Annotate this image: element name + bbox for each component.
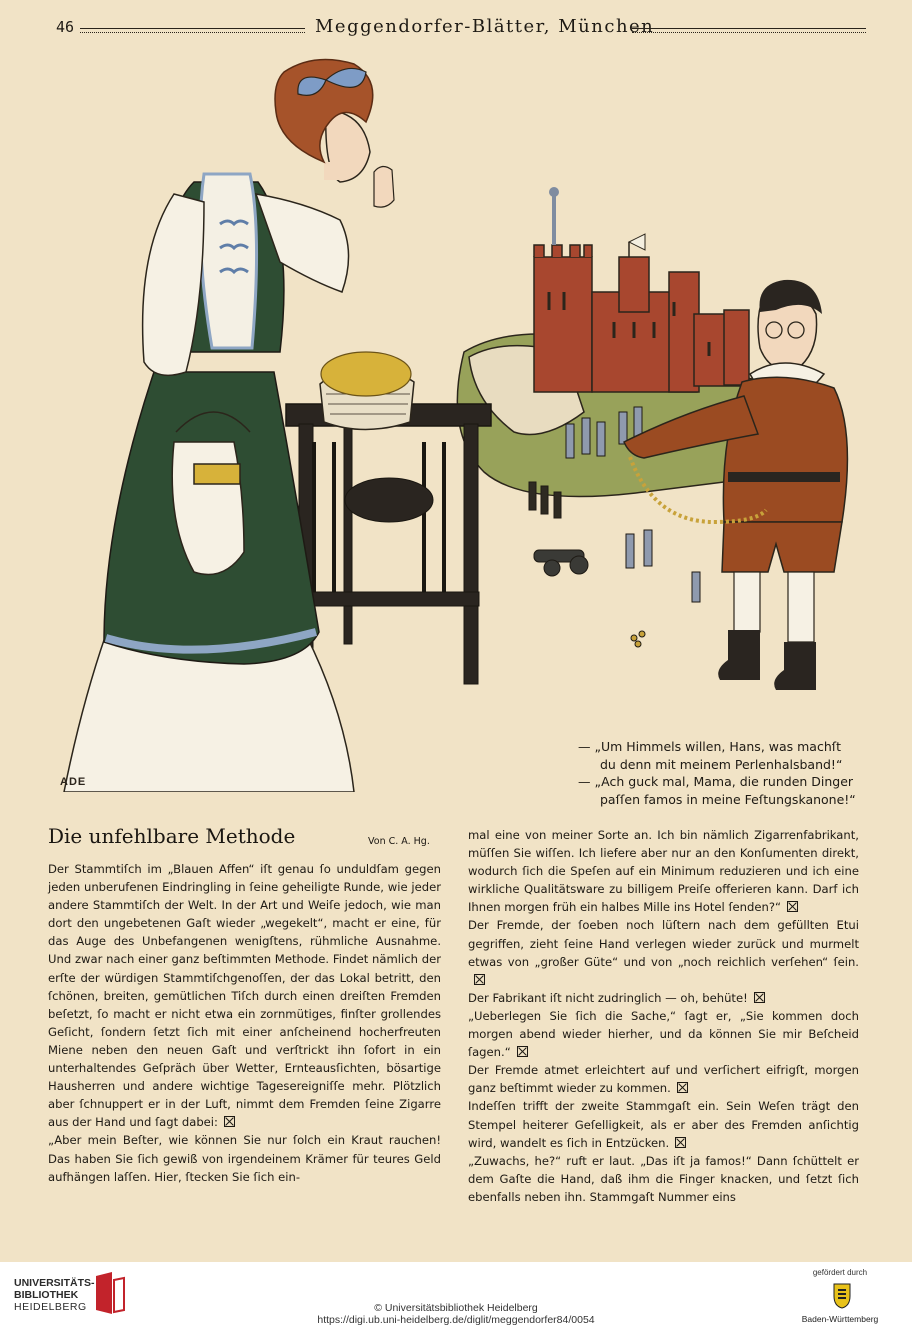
page-header: [50, 14, 870, 44]
section-mark-icon: [754, 992, 765, 1003]
caption-line: paſſen famos in meine Feſtungskanone!“: [600, 791, 856, 807]
section-mark-icon: [677, 1082, 688, 1093]
section-mark-icon: [787, 901, 798, 912]
artist-signature: ADE: [60, 776, 87, 788]
article-column-left: [48, 860, 441, 1186]
section-mark-icon: [224, 1116, 235, 1127]
purse: [194, 464, 240, 484]
illustration-caption: [578, 738, 878, 808]
section-mark-icon: [474, 974, 485, 985]
viewer-footer: [0, 1262, 912, 1328]
caption-line: du denn mit meinem Perlenhalsband!“: [600, 756, 843, 772]
paragraph: mal eine von meiner Sorte an. Ich bin nämlich Zigarrenfabrikant, müſſen Sie wiſſen. Ich liefere aber nur an den Konſumenten direkt, wodurch ſich die Speſen auf ein Minimum reduzieren und ich eine wirkliche Qualitätsware zu billigem Preiſe offerieren kann. Darf ich Ihnen morgen früh ein halbes Mille ins Hotel ſenden?“: [468, 828, 859, 915]
blouse-front: [200, 174, 256, 348]
section-mark-icon: [517, 1046, 528, 1057]
section-mark-icon: [675, 1137, 686, 1148]
paragraph: Der Fabrikant iſt nicht zudringlich — oh, behüte!: [468, 989, 859, 1007]
funded-by-label: gefördert durch: [812, 1268, 868, 1277]
boy-belt: [728, 472, 840, 482]
boy-shorts: [722, 522, 842, 572]
illustration: [44, 52, 870, 792]
paragraph: Der Stammtiſch im „Blauen Affen“ iſt genau ſo unduldſam gegen jeden unberufenen Eindringling in ſeine geheiligte Runde, wie jeder andere Stammtiſch der Welt. In der Art und Weiſe jedoch, wie man dort den ungebetenen Gaſt wieder „wegekelt“, macht er eine, für das Auge des Unbefangenen wenigſtens, rühmliche Ausnahme. Und zwar nach einer ganz beſtimmten Methode. Findet nämlich der erſte der würdigen Stammtiſchgenoſſen, der das Lokal betritt, den ſchönen, breiten, gemütlichen Tiſch durch einen dreiſten Fremden beſetzt, ſo macht er nicht etwa ein zornmütiges, finſter grollendes Geſicht, ſondern ſetzt ſich mit einer anſcheinend hocherfreuten Miene neben den neuen Gaſt und verſtrickt ihn ſofort in ein unterhaltendes Geſpräch über Wetter, Ernteausſichten, bösartige Hausherren und andere wichtige Tagesereigniſſe mehr. Plötzlich aber ſchnuppert er in der Luft, nimmt dem Fremden ſeine Zigarre aus der Hand und ſagt dabei:: [48, 862, 441, 1130]
toy-fortress: [534, 187, 749, 392]
article-column-right: [468, 826, 859, 1206]
neck: [324, 162, 346, 180]
paragraph: Indeſſen trifft der zweite Stammgaſt ein. Sein Weſen trägt den Stempel heiterer Geſelligkeit, als er aber des Fremden anſichtig wird, wandelt es ſich in Entzücken.: [468, 1099, 859, 1150]
caption-line: — „Ach guck mal, Mama, die runden Dinger: [578, 774, 854, 789]
paragraph: „Aber mein Beſter, wie können Sie nur ſolch ein Kraut rauchen! Das haben Sie ſich gewiß von irgendeinem Krämer für teures Geld aufhängen laſſen. Hier, ſtecken Sie ſich ein-: [48, 1133, 441, 1184]
source-url-link[interactable]: https://digi.ub.uni-heidelberg.de/diglit/meggendorfer84/0054: [317, 1314, 595, 1326]
running-title: Meggendorfer-Blätter, München: [315, 16, 655, 37]
state-coat-of-arms-icon: [832, 1280, 852, 1310]
header-ornament-right: [632, 28, 866, 29]
article-title: Die unfehlbare Methode: [48, 824, 296, 848]
paragraph: Der Fremde atmet erleichtert auf und verſichert eifrigſt, morgen ganz beſtimmt wieder zu kommen.: [468, 1063, 859, 1096]
copyright-notice: © Universitätsbibliothek Heidelberg: [374, 1302, 538, 1314]
paragraph: Der Fremde, der ſoeben noch lüſtern nach dem gefüllten Etui gegriffen, zieht ſeine Hand verlegen wieder zurück und murmelt etwas von „großer Güte“ und von „noch reichlich verſehen“ ſein.: [468, 916, 859, 988]
library-logo-text[interactable]: UNIVERSITÄTS- BIBLIOTHEK HEIDELBERG: [14, 1277, 95, 1313]
paragraph: „Zuwachs, he?“ ruft er laut. „Das iſt ja famos!“ Dann ſchüttelt er dem Gaſte die Hand, daß ihm die Finger knacken, und ſetzt ſich ebenfalls neben ihn. Stammgaſt Nummer eins: [468, 1153, 859, 1204]
paragraph: „Ueberlegen Sie ſich die Sache,“ ſagt er, „Sie kommen doch morgen abend wieder hierher, und da können Sie mir Beſcheid ſagen.“: [468, 1008, 859, 1060]
article-byline: Von C. A. Hg.: [368, 836, 430, 847]
page-number: 46: [56, 18, 75, 36]
funder-name: Baden-Württemberg: [801, 1314, 879, 1324]
basket: [320, 352, 414, 430]
caption-line: — „Um Himmels willen, Hans, was machſt: [578, 739, 842, 754]
header-ornament-left: [80, 28, 305, 29]
